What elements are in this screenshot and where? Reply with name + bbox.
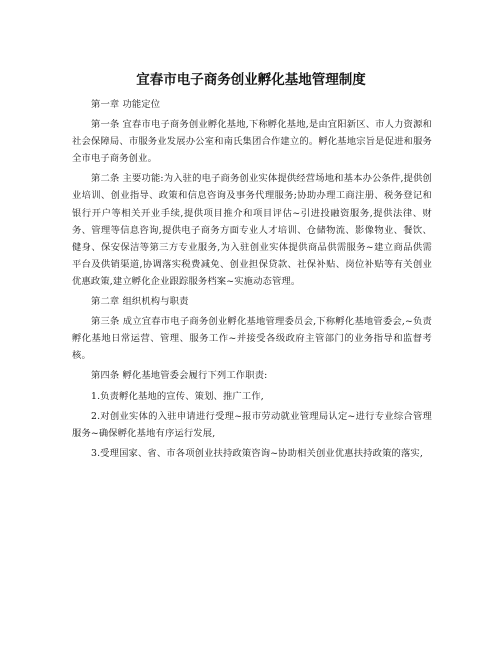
article-paragraph: 第二条 主要功能:为入驻的电子商务创业实体提供经营场地和基本办公条件,提供创业培训、创业指导、政策和信息咨询及事务代理服务;协助办理工商注册、税务登记和银行开户等相关开业手续,提供项目推介和项目评估~引进投融资服务,提供法律、财务、管理等信息咨询,提供电子商务方面专业人才培训、仓储物流、影像物业、餐饮、健身、保安保洁等第三方专业服务,为入驻创业实体提供商品供需服务~建立商品供需平台及供销渠道,协调落实税费减免、创业担保贷款、社保补贴、岗位补贴等有关创业优惠政策,建立孵化企业跟踪服务档案~实施动态管理。 <box>72 173 432 287</box>
chapter-heading: 第一章 功能定位 <box>91 99 161 110</box>
list-item: 1.负责孵化基地的宣传、策划、推广工作, <box>91 390 264 402</box>
list-item: 2.对创业实体的入驻申请进行受理~报市劳动就业管理局认定~进行专业综合管理服务~确保孵化基地有序运行发展, <box>72 410 432 439</box>
article-paragraph: 第三条 成立宜春市电子商务创业孵化基地管理委员会,下称孵化基地管委会,~负责孵化基地日常运营、管理、服务工作~并接受各级政府主管部门的业务指导和监督考核。 <box>72 316 432 362</box>
article-paragraph: 第一条 宜春市电子商务创业孵化基地,下称孵化基地,是由宜阳新区、市人力资源和社会保障局、市服务业发展办公室和南氏集团合作建立的。孵化基地宗旨是促进和服务全市电子商务创业。 <box>72 119 432 165</box>
document-title: 宜春市电子商务创业孵化基地管理制度 <box>136 72 366 88</box>
article-paragraph: 第四条 孵化基地管委会履行下列工作职责: <box>91 370 268 382</box>
document-body <box>72 96 432 462</box>
chapter-heading: 第二章 组织机构与职责 <box>91 296 189 308</box>
list-item: 3.受理国家、省、市各项创业扶持政策咨询~协助相关创业优惠扶持政策的落实, <box>91 447 423 459</box>
